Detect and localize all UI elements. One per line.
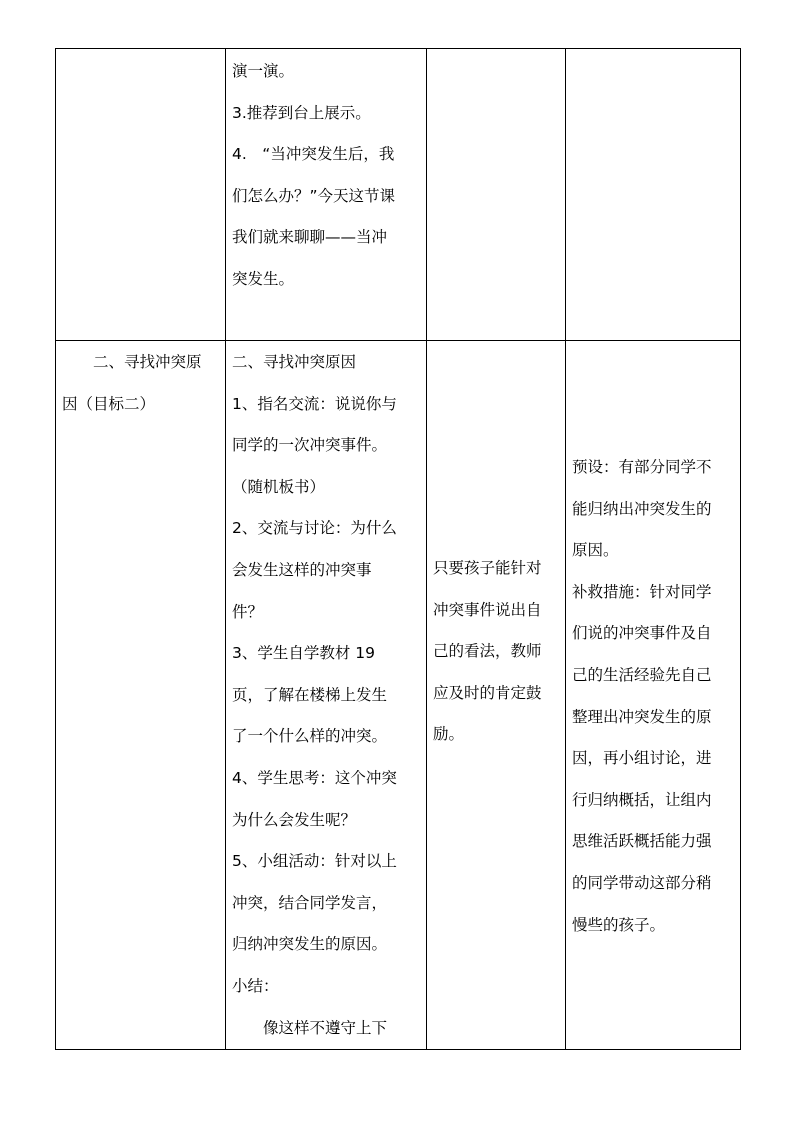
row2-activity-text: 二、寻找冲突原因 1、指名交流：说说你与 同学的一次冲突事件。 （随机板书） 2、交流与讨论：为什么 会发生这样的冲突事 件？ 3、学生自学教材 19 页，了解在楼梯上发生 了一个什么样的冲突。 4、学生思考：这个冲突 为什么会发生呢？ 5、小组活动：针对以上 冲突，结合同学发言， 归纳冲突发生的原因。 小结： 像这样不遵守上下 (232, 353, 397, 1037)
row2-stage-cell (56, 341, 226, 1050)
row2-evaluation-text: 只要孩子能针对 冲突事件说出自 己的看法，教师 应及时的肯定鼓 励。 (433, 559, 542, 744)
row1-activity-text: 演一演。 3.推荐到台上展示。 4. “当冲突发生后，我 们怎么办？”今天这节课 我们就来聊聊——当冲 突发生。 (232, 62, 396, 288)
row2-remedy-text: 预设：有部分同学不 能归纳出冲突发生的 原因。 补救措施：针对同学 们说的冲突事件及自 己的生活经验先自己 整理出冲突发生的原 因，再小组讨论，进 行归纳概括，让组内 思维活跃概括能力强 的同学带动这部分稍 慢些的孩子。 (572, 458, 712, 934)
row2-stage-text: 二、寻找冲突原 因（目标二） (62, 353, 202, 413)
row1-evaluation-cell (427, 49, 566, 341)
row2-remedy-cell (566, 341, 741, 1050)
row2-evaluation-cell (427, 341, 566, 1050)
lesson-plan-table (55, 48, 741, 1050)
row1-stage-cell (56, 49, 226, 341)
table-row (56, 49, 741, 341)
row1-remedy-cell (566, 49, 741, 341)
table-row (56, 341, 741, 1050)
row2-activity-cell (226, 341, 427, 1050)
row1-activity-cell (226, 49, 427, 341)
